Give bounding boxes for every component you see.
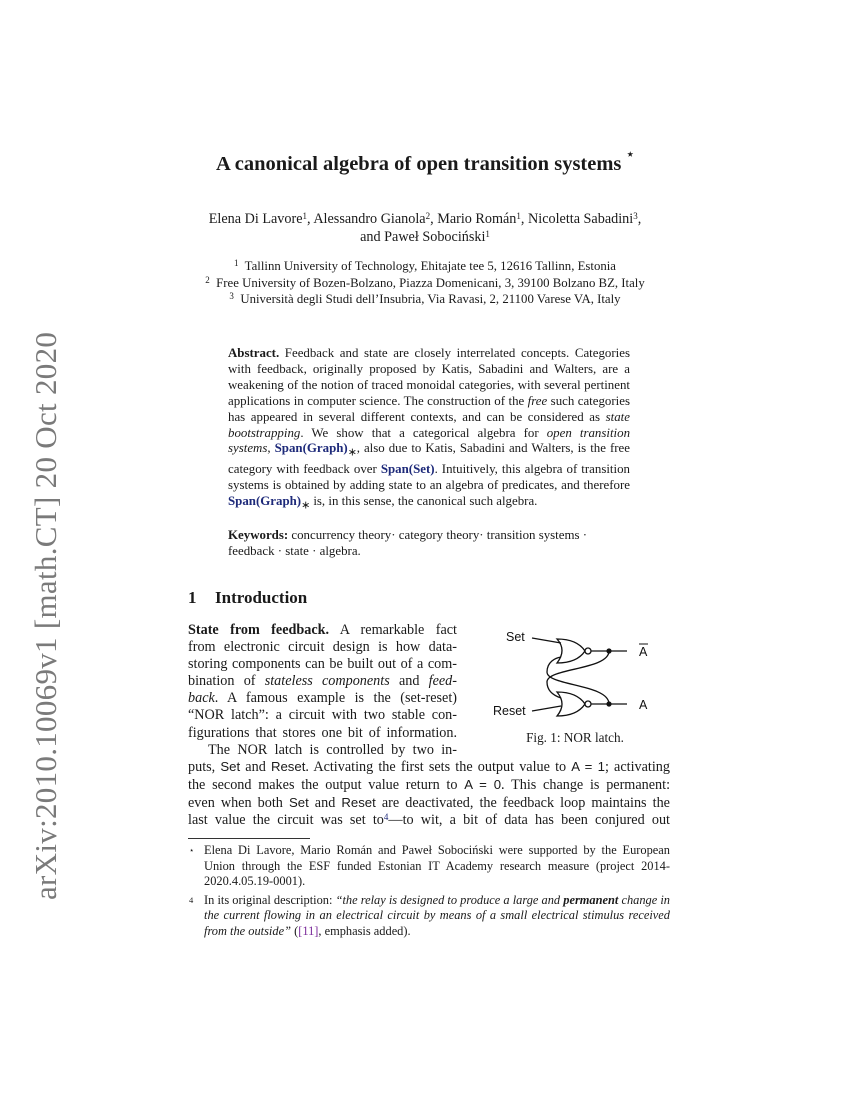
footnote-funding <box>188 843 670 890</box>
abstract-label: Abstract. <box>228 346 280 360</box>
text-line: The NOR latch is controlled by two in- <box>208 741 457 758</box>
abstract-emphasis: free <box>527 393 548 408</box>
set-label: Set <box>506 630 525 644</box>
text-run: A remarkable fact <box>329 622 457 638</box>
affiliation-mark: 1 <box>234 258 239 268</box>
footnote-text: , emphasis added). <box>318 923 411 938</box>
author-separator: , <box>520 211 528 227</box>
author-separator: , <box>307 211 314 227</box>
footnote-reference[interactable]: 4 <box>383 812 389 823</box>
signal-name-set: Set <box>288 795 309 811</box>
text-run: and <box>308 795 342 812</box>
nor-gate-top-bubble <box>585 648 591 654</box>
keywords-text: concurrency theory· category theory· transition systems · feedback · state · algebra. <box>228 528 588 558</box>
footnote-divider <box>188 838 310 839</box>
author-affiliation-mark: 2 <box>425 211 431 221</box>
text-run: ; activating <box>604 759 670 775</box>
affiliation-mark: 2 <box>205 274 210 285</box>
title-text: A canonical algebra of open transition systems <box>215 153 622 175</box>
section-title: Introduction <box>215 588 308 607</box>
author-affiliation-mark: 1 <box>485 229 490 239</box>
text-run: puts, <box>188 759 221 775</box>
text-line: storing components can be built out of a com- <box>188 656 457 673</box>
reset-label: Reset <box>493 704 526 718</box>
abstract-text: Feedback and state are closely interrelated concepts. Categories with feedback, originally proposed by Katis, Sabadini and Walters, are a weakening of the notion of traced monoidal categories, with several pertinent applications in computer science. The construction of the <box>228 346 630 408</box>
junction-dot-bottom <box>606 701 611 706</box>
text-line: “NOR latch”: a circuit with two stable con- <box>188 707 457 724</box>
text-run: even when both <box>188 795 289 812</box>
star-subscript: ∗ <box>347 447 357 460</box>
text-emphasis: back <box>188 690 215 707</box>
abstract-text: , <box>267 441 275 456</box>
affiliation-text: Free University of Bozen-Bolzano, Piazza Domenicani, 3, 39100 Bolzano BZ, Italy <box>216 275 645 290</box>
text-line <box>188 776 670 794</box>
author-name: Alessandro Gianola <box>313 211 426 227</box>
output-a-label: A <box>639 698 648 712</box>
text-emphasis: feed- <box>428 673 457 690</box>
paragraph-title: State from feedback. <box>188 622 330 638</box>
author-name: Elena Di Lavore <box>208 211 303 227</box>
footnote-mark: ⋆ <box>189 845 195 855</box>
text-run: the second makes the output value return to <box>188 777 465 794</box>
signal-name-reset: Reset <box>270 759 306 774</box>
keywords-label: Keywords: <box>228 528 289 542</box>
text-run: and <box>389 673 429 690</box>
author-affiliation-mark: 1 <box>516 211 521 221</box>
text-run: last value the circuit was set to <box>188 812 384 829</box>
abstract-text: . Intuitively, this algebra of transition systems is obtained by adding state to an algebra of predicates, and therefore <box>228 461 630 492</box>
abstract-emphasis: open transition systems <box>228 425 631 456</box>
text-run: bination of <box>188 673 265 690</box>
footnote-text: Elena Di Lavore, Mario Román and Paweł Sobociński were supported by the European Union through the ESF funded Estonian IT Academy research measure (project 2014-2020.4.05.19-0001). <box>204 843 670 889</box>
text-run: . Activating the first sets the output value to <box>305 759 572 775</box>
span-graph-term: Span(Graph) <box>274 441 348 456</box>
affiliation-line <box>150 258 700 275</box>
text-line: from electronic circuit design is how data- <box>188 639 457 656</box>
formula-a-equals-0: A = 0 <box>464 777 502 793</box>
author-name: Nicoletta Sabadini <box>528 211 634 227</box>
author-affiliation-mark: 3 <box>633 211 638 221</box>
paper-title <box>0 147 850 176</box>
text-run: —to wit, a bit of data has been conjured out <box>388 812 670 829</box>
citation-link[interactable]: [11] <box>298 923 319 938</box>
section-number: 1 <box>188 588 197 607</box>
text-run: are deactivated, the feedback loop maintains the <box>375 795 670 812</box>
text-run: and <box>240 759 271 775</box>
signal-name-set: Set <box>220 759 241 774</box>
span-graph-term: Span(Graph) <box>228 493 302 508</box>
author-conjunction: and <box>360 229 385 245</box>
nor-latch-diagram <box>485 622 665 772</box>
abstract-emphasis: state bootstrapping <box>228 409 630 440</box>
abstract <box>228 346 630 514</box>
junction-dot-top <box>606 648 611 653</box>
footnote-mark: 4 <box>189 894 194 905</box>
affiliation-list <box>150 258 700 308</box>
intro-paragraph-wrapped <box>188 622 457 759</box>
text-line <box>188 622 457 639</box>
footnote-4 <box>188 893 670 940</box>
affiliation-line <box>150 291 700 308</box>
text-line <box>188 673 457 690</box>
reset-input-wire <box>532 706 561 711</box>
abstract-text: is, in this sense, the canonical such algebra. <box>310 493 538 508</box>
text-line <box>188 794 670 812</box>
section-heading <box>188 588 307 608</box>
abstract-text: . We show that a categorical algebra for <box>300 425 547 440</box>
abstract-text: , also due to Katis, Sabadini and Walters, is the free category with feedback over <box>228 441 630 476</box>
affiliation-text: Università degli Studi dell’Insubria, Via Ravasi, 2, 21100 Varese VA, Italy <box>240 292 621 306</box>
footnote-quote: “the relay is designed to produce a large and <box>335 892 564 907</box>
author-list <box>160 210 690 246</box>
star-subscript: ∗ <box>301 499 311 512</box>
footnote-quote-emphasis: permanent <box>563 892 619 907</box>
footnotes <box>188 843 670 940</box>
text-run: . A famous example is the (set-reset) <box>214 690 457 707</box>
text-line <box>188 690 457 707</box>
nor-gate-bottom-bubble <box>585 701 591 707</box>
footnote-text: In its original description: <box>204 892 336 907</box>
keywords <box>228 528 630 560</box>
author-name: Paweł Sobociński <box>384 229 486 245</box>
author-separator: , <box>430 211 438 227</box>
affiliation-text: Tallinn University of Technology, Ehitajate tee 5, 12616 Tallinn, Estonia <box>244 259 616 273</box>
figure-caption: Fig. 1: NOR latch. <box>526 730 624 745</box>
arxiv-identifier-stamp: arXiv:2010.10069v1 [math.CT] 20 Oct 2020 <box>28 331 63 900</box>
nor-gate-bottom <box>557 692 585 716</box>
text-line: figurations that stores one bit of information. <box>188 724 457 741</box>
nor-gate-top <box>557 639 585 663</box>
affiliation-mark: 3 <box>229 291 234 301</box>
title-footnote-mark: ⋆ <box>626 147 635 161</box>
abstract-text: such categories has appeared in several different contexts, and can be considered as <box>228 393 630 424</box>
text-run: . This change is permanent: <box>501 777 671 794</box>
formula-a-equals-1: A = 1 <box>571 759 605 774</box>
text-line <box>188 812 670 829</box>
footnote-quote: change in the current flowing in an electrical circuit by means of a small electrical stimulus received from the outside” <box>204 892 670 938</box>
output-a-bar-label: A <box>639 645 648 659</box>
text-emphasis: stateless components <box>264 673 390 690</box>
author-affiliation-mark: 1 <box>302 211 307 221</box>
footnote-text: ( <box>290 923 299 938</box>
span-set-term: Span(Set) <box>380 461 435 476</box>
affiliation-line <box>150 275 700 292</box>
author-separator: , <box>637 211 642 227</box>
author-name: Mario Román <box>437 211 517 227</box>
signal-name-reset: Reset <box>341 795 376 811</box>
